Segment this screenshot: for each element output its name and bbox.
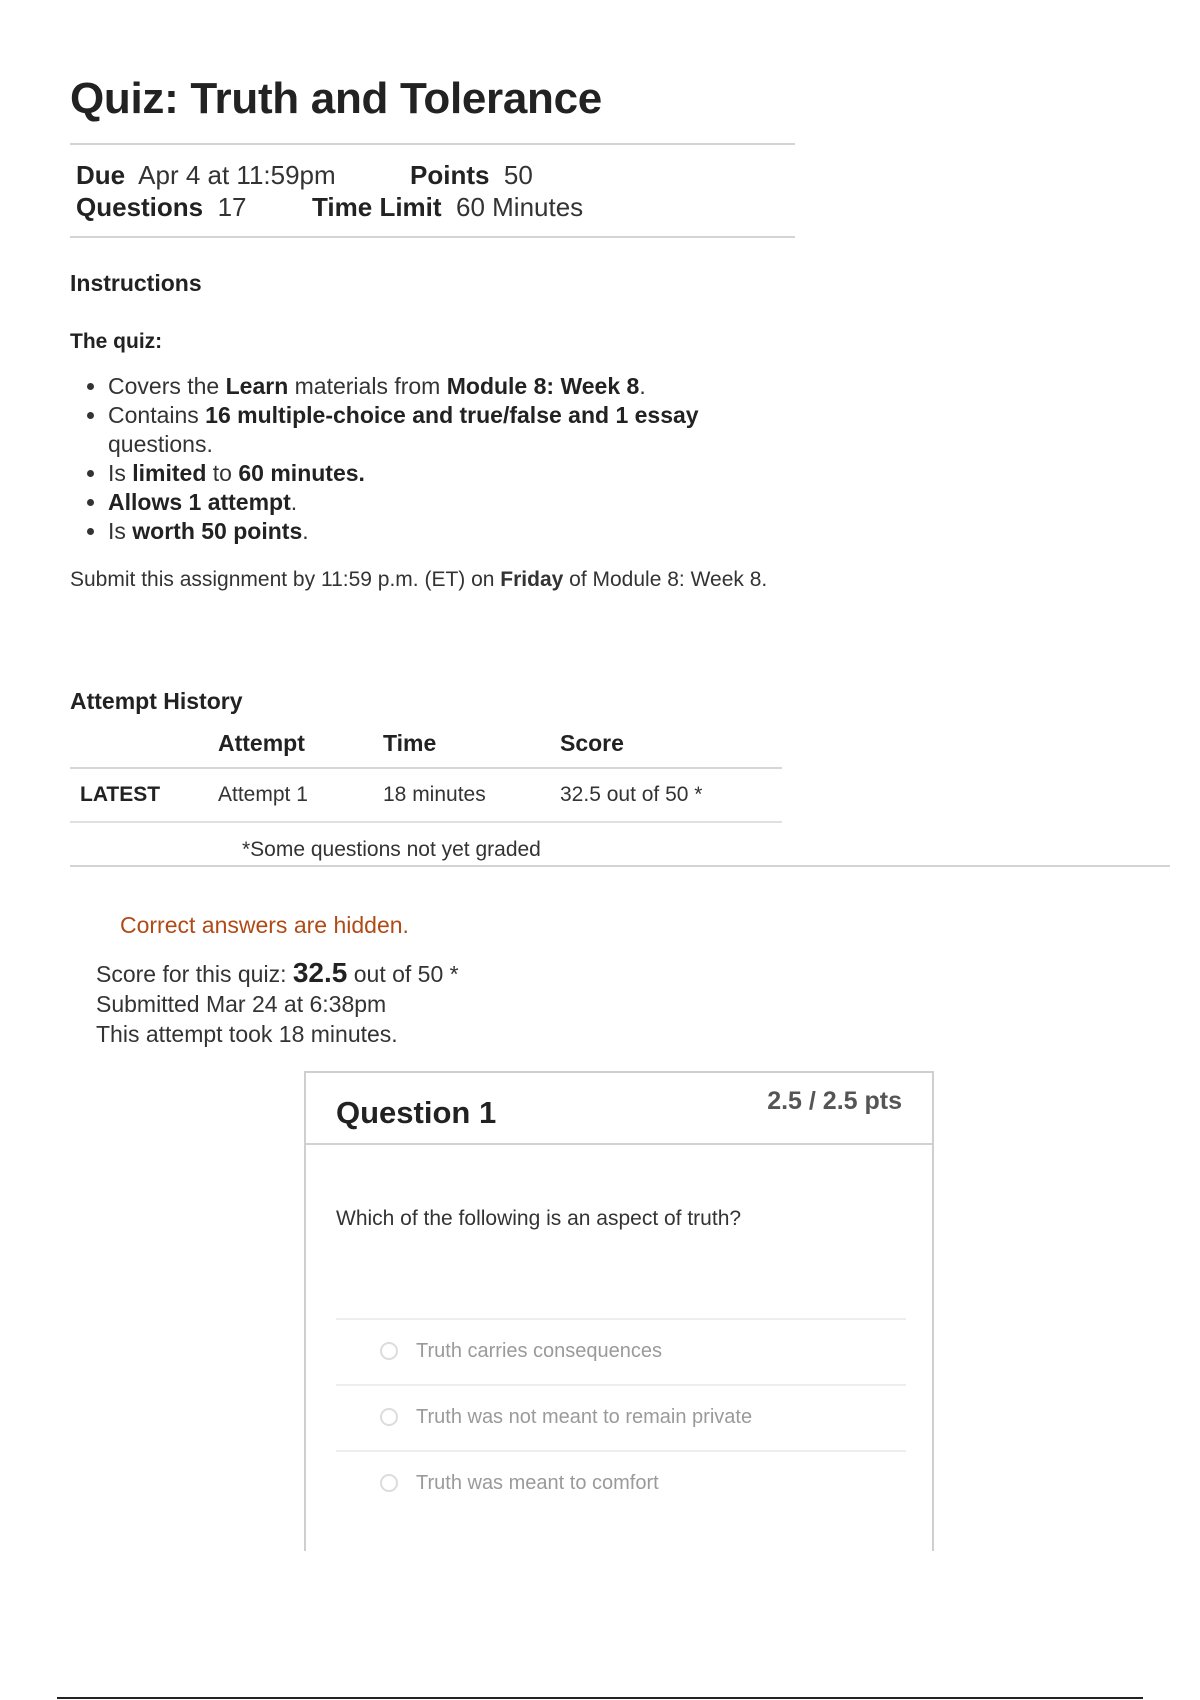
table-row <box>70 768 782 822</box>
questions-value: 17 <box>217 192 247 222</box>
question-header <box>306 1073 932 1145</box>
answers-hidden-notice: Correct answers are hidden. <box>120 912 409 938</box>
instructions-list <box>80 372 748 546</box>
points <box>410 160 533 191</box>
answer-label: Truth carries consequences <box>416 1340 663 1362</box>
page-title: Quiz: Truth and Tolerance <box>70 74 602 123</box>
table-header-row <box>70 724 782 768</box>
column-header: Time <box>383 724 560 768</box>
ungraded-footnote: *Some questions not yet graded <box>242 838 541 861</box>
time-limit <box>312 192 583 223</box>
radio-icon <box>380 1408 398 1426</box>
question-text: Which of the following is an aspect of truth? <box>336 1207 742 1230</box>
score-value: 32.5 <box>292 957 348 988</box>
list-item: • Is worth 50 points. <box>108 517 748 546</box>
attempt-history-heading: Attempt History <box>70 688 243 714</box>
questions-label: Questions <box>76 192 204 222</box>
divider <box>70 143 795 145</box>
attempt-duration: This attempt took 18 minutes. <box>96 1021 398 1047</box>
question-points: 2.5 / 2.5 pts <box>767 1087 902 1115</box>
answer-option <box>336 1384 906 1450</box>
attempt-link[interactable]: Attempt 1 <box>218 768 383 822</box>
attempt-time: 18 minutes <box>383 768 560 822</box>
radio-icon <box>380 1342 398 1360</box>
time-limit-value: 60 Minutes <box>456 192 584 222</box>
score-summary <box>96 958 459 1049</box>
time-limit-label: Time Limit <box>312 192 442 222</box>
answer-option <box>336 1318 906 1384</box>
column-header <box>70 724 218 768</box>
instructions-heading: Instructions <box>70 270 202 296</box>
answer-option <box>336 1450 906 1516</box>
list-item: • Allows 1 attempt. <box>108 488 748 517</box>
due-value: Apr 4 at 11:59pm <box>138 160 336 190</box>
divider <box>70 236 795 238</box>
latest-tag: LATEST <box>70 768 218 822</box>
submitted-time: Submitted Mar 24 at 6:38pm <box>96 991 387 1017</box>
answer-list <box>336 1318 906 1516</box>
attempt-score: 32.5 out of 50 * <box>560 768 782 822</box>
points-value: 50 <box>503 160 533 190</box>
attempt-history-table <box>70 724 782 823</box>
questions-count <box>76 192 247 223</box>
answer-label: Truth was meant to comfort <box>416 1472 659 1494</box>
list-item: • Contains 16 multiple-choice and true/false and 1 essay questions. <box>108 401 748 459</box>
score-line: Score for this quiz: 32.5 out of 50 * <box>96 957 459 988</box>
column-header: Attempt <box>218 724 383 768</box>
page-bottom-rule <box>57 1697 1143 1699</box>
question-card <box>304 1071 934 1551</box>
list-item: • Covers the Learn materials from Module 8: Week 8. <box>108 372 748 401</box>
submission-note: Submit this assignment by 11:59 p.m. (ET) on Friday of Module 8: Week 8. <box>70 568 768 591</box>
points-label: Points <box>410 160 490 190</box>
column-header: Score <box>560 724 782 768</box>
answer-label: Truth was not meant to remain private <box>416 1406 753 1428</box>
divider <box>70 865 1170 867</box>
due-label: Due <box>76 160 126 190</box>
question-title: Question 1 <box>336 1095 497 1130</box>
instructions-subheading: The quiz: <box>70 330 163 353</box>
radio-icon <box>380 1474 398 1492</box>
due-date <box>76 160 336 191</box>
list-item: • Is limited to 60 minutes. <box>108 459 748 488</box>
